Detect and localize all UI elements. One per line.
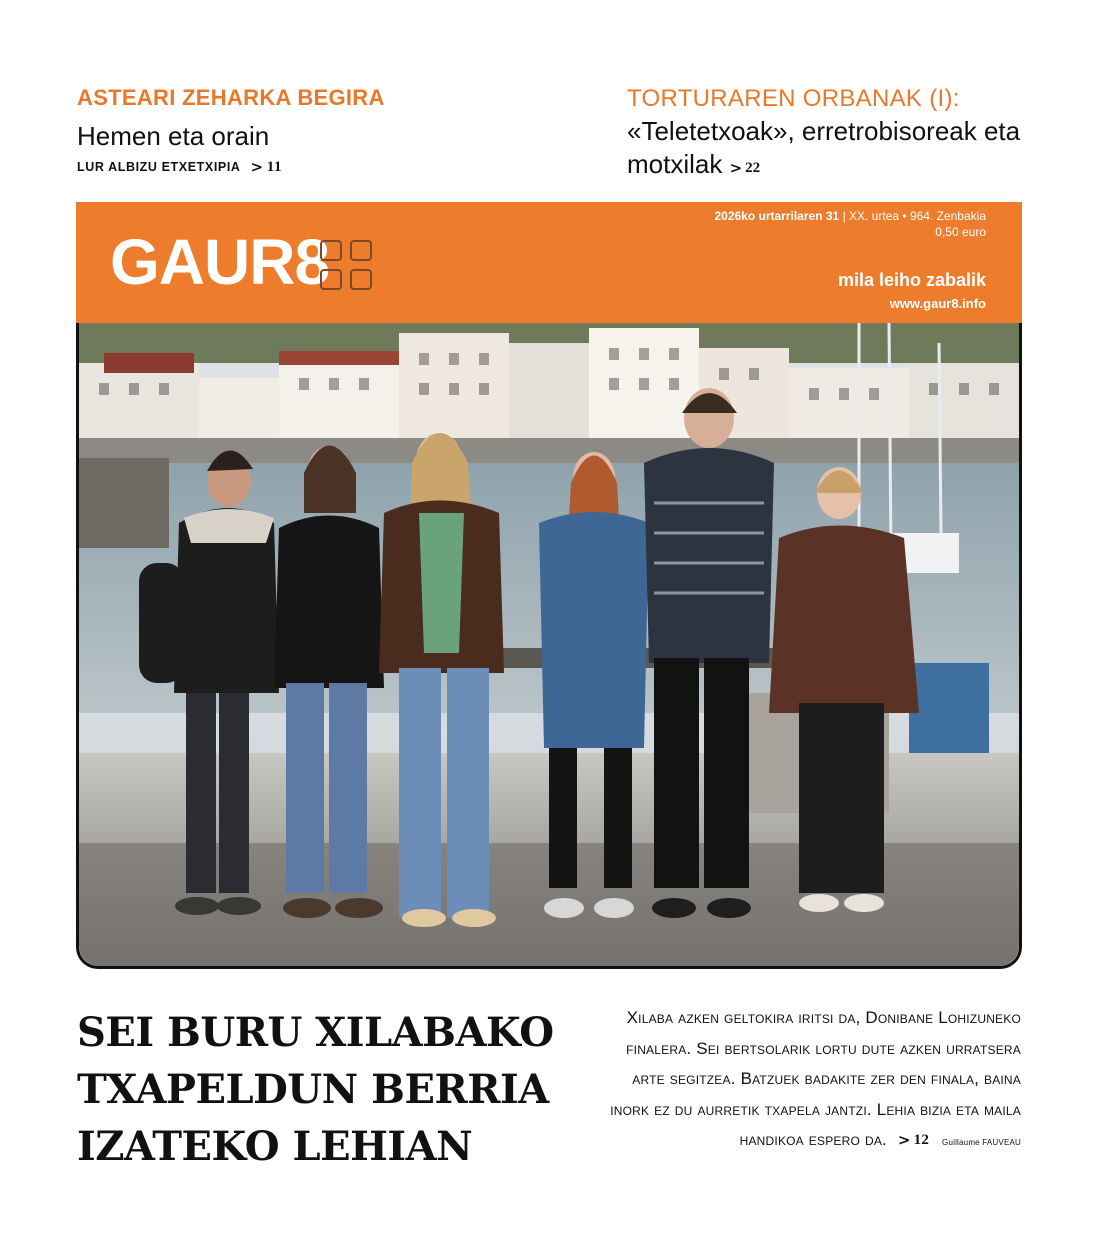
cover-photo[interactable] [79, 323, 1019, 966]
issue-year: XX. urtea [849, 209, 900, 223]
summary-text: Xilaba azken geltokira iritsi da, Donibane Lohizuneko finalera. Sei bertsolarik lortu dute azken urratsera arte segitzea. Batzuek badakite zer den finala, baina inork ez du aurretik txapela jantzi. Lehia bizia eta maila handikoa espero da. [610, 1008, 1021, 1149]
cover-photo-image [79, 323, 1019, 966]
slogan: mila leiho zabalik [837, 270, 986, 290]
issue-number: 964. Zenbakia [909, 209, 986, 223]
chevron-right-icon: > [729, 159, 743, 177]
headline-line: TXAPELDUN BERRIA [77, 1066, 549, 1113]
photo-credit: Guillaume FAUVEAU [942, 1138, 1021, 1147]
cover-summary [601, 1003, 1021, 1159]
chevron-right-icon: > [250, 158, 264, 176]
issue-date: 2026ko urtarrilaren 31 [714, 209, 840, 223]
masthead-band [76, 202, 1022, 323]
teaser-right-page-ref[interactable] [730, 152, 761, 185]
summary-page-ref[interactable] [898, 1125, 929, 1156]
logo-squares-icon [320, 240, 376, 294]
website-link[interactable]: www.gaur8.info [889, 296, 986, 311]
headline-line: IZATEKO LEHIAN [77, 1123, 473, 1170]
teaser-left-page: 11 [266, 158, 283, 175]
teaser-left-page-ref[interactable] [251, 158, 283, 176]
chevron-right-icon: > [897, 1131, 911, 1149]
summary-page: 12 [913, 1132, 930, 1148]
teaser-right-page: 22 [745, 160, 761, 176]
teaser-left-byline-row [77, 158, 282, 176]
headline-line: SEI BURU XILABAKO [77, 1009, 554, 1056]
cover-headline[interactable] [77, 1004, 597, 1175]
gaur8-logo[interactable]: GAUR8 [110, 226, 330, 298]
teaser-right-kicker: TORTURAREN ORBANAK (I): [627, 85, 960, 112]
teaser-left-byline: LUR ALBIZU ETXETXIPIA [77, 160, 241, 174]
teaser-left-title[interactable]: Hemen eta orain [77, 121, 270, 151]
teaser-left-kicker: ASTEARI ZEHARKA BEGIRA [77, 85, 385, 110]
teaser-right-title: «Teletetxoak», erretrobisoreak eta motxilak [627, 116, 1021, 179]
teaser-right-title-block[interactable] [627, 115, 1047, 185]
issue-meta: 2026ko urtarrilaren 31 | XX. urtea • 964. Zenbakia 0,50 euro [714, 209, 986, 239]
issue-price: 0,50 euro [935, 225, 986, 239]
